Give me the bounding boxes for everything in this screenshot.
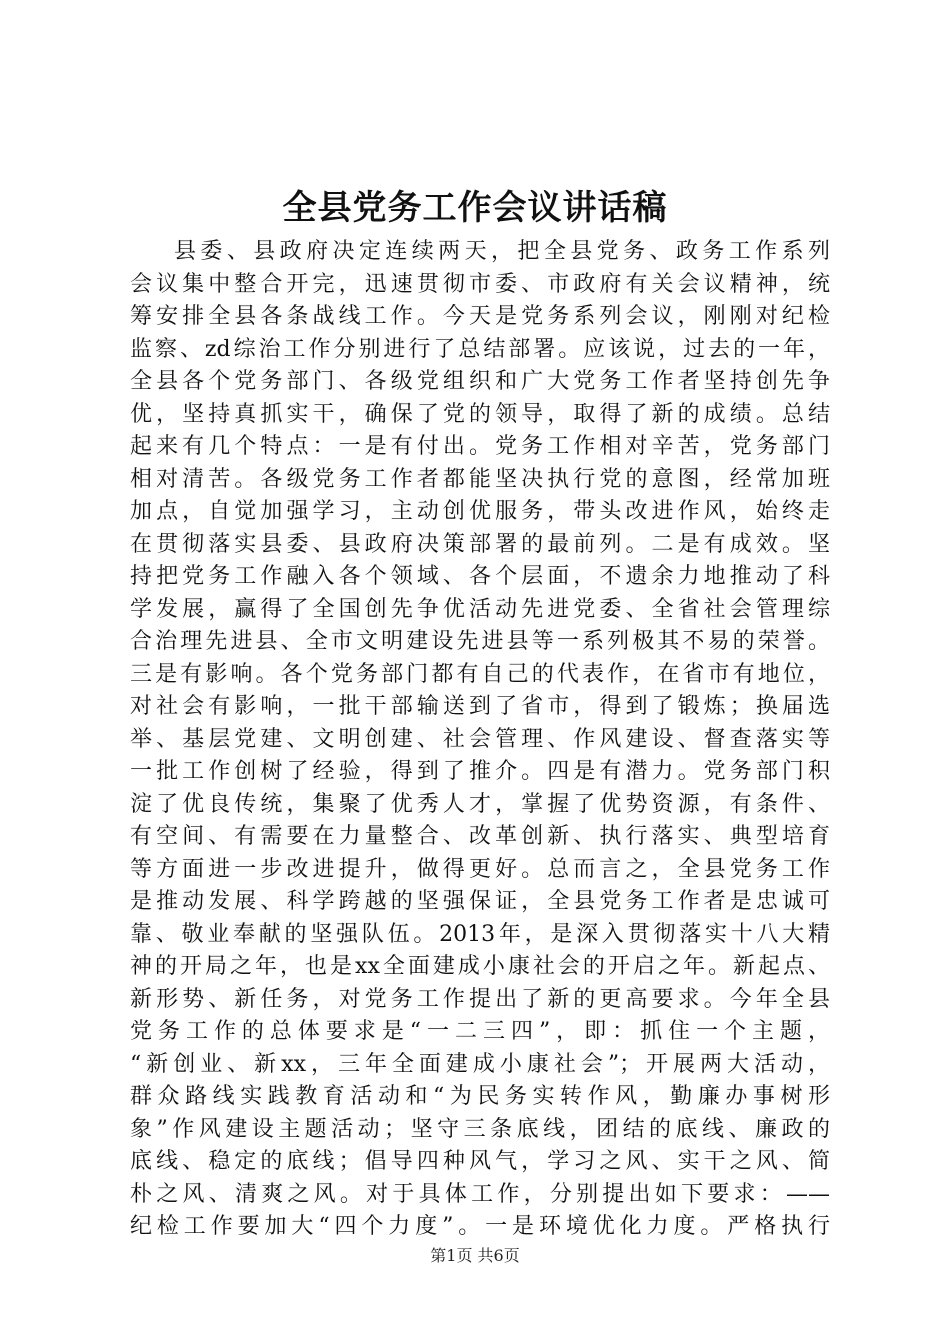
body-line: 筹安排全县各条战线工作。今天是党务系列会议，刚刚对纪检 bbox=[130, 304, 830, 329]
body-line: 靠、敬业奉献的坚强队伍。2013年，是深入贯彻落实十八大精 bbox=[130, 921, 830, 947]
page-number: 第1页 共6页 bbox=[430, 1246, 520, 1265]
body-line: 加点，自觉加强学习，主动创优服务，带头改进作风，始终走 bbox=[130, 499, 830, 524]
body-line: 新形势、新任务，对党务工作提出了新的更高要求。今年全县 bbox=[130, 986, 830, 1012]
body-line: 三是有影响。各个党务部门都有自己的代表作，在省市有地位， bbox=[130, 661, 830, 687]
document-body bbox=[130, 236, 830, 1244]
body-line: 淀了优良传统，集聚了优秀人才，掌握了优势资源，有条件、 bbox=[130, 791, 830, 817]
body-line: 群众路线实践教育活动和“为民务实转作风，勤廉办事树形 bbox=[130, 1084, 830, 1109]
body-line: 神的开局之年，也是xx全面建成小康社会的开启之年。新起点、 bbox=[130, 954, 830, 979]
body-line: 监察、zd综治工作分别进行了总结部署。应该说，过去的一年， bbox=[130, 336, 830, 362]
body-line: 在贯彻落实县委、县政府决策部署的最前列。二是有成效。坚 bbox=[130, 531, 830, 557]
body-line: 纪检工作要加大“四个力度”。一是环境优化力度。严格执行 bbox=[130, 1214, 830, 1239]
body-line: 党务工作的总体要求是“一二三四”，即：抓住一个主题， bbox=[130, 1019, 830, 1044]
body-line: 起来有几个特点：一是有付出。党务工作相对辛苦，党务部门 bbox=[130, 434, 830, 459]
document-title: 全县党务工作会议讲话稿 bbox=[282, 188, 668, 228]
body-line: 合治理先进县、全市文明建设先进县等一系列极其不易的荣誉。 bbox=[130, 629, 830, 654]
body-line: 对社会有影响，一批干部输送到了省市，得到了锻炼；换届选 bbox=[130, 694, 830, 719]
body-line: 相对清苦。各级党务工作者都能坚决执行党的意图，经常加班 bbox=[130, 466, 830, 492]
body-line: 学发展，赢得了全国创先争优活动先进党委、全省社会管理综 bbox=[130, 596, 830, 622]
body-line: 举、基层党建、文明创建、社会管理、作风建设、督查落实等 bbox=[130, 726, 830, 752]
body-line: 持把党务工作融入各个领域、各个层面，不遗余力地推动了科 bbox=[130, 564, 830, 589]
body-line: 全县各个党务部门、各级党组织和广大党务工作者坚持创先争 bbox=[130, 369, 830, 394]
body-line: 象”作风建设主题活动；坚守三条底线，团结的底线、廉政的 bbox=[130, 1116, 830, 1142]
body-line: 县委、县政府决定连续两天，把全县党务、政务工作系列 bbox=[174, 239, 830, 264]
body-line: 一批工作创树了经验，得到了推介。四是有潜力。党务部门积 bbox=[130, 759, 830, 784]
body-line: “新创业、新xx，三年全面建成小康社会”；开展两大活动， bbox=[130, 1051, 830, 1077]
body-line: 等方面进一步改进提升，做得更好。总而言之，全县党务工作 bbox=[130, 856, 830, 882]
body-line: 是推动发展、科学跨越的坚强保证，全县党务工作者是忠诚可 bbox=[130, 889, 830, 914]
body-line: 优，坚持真抓实干，确保了党的领导，取得了新的成绩。总结 bbox=[130, 401, 830, 427]
body-line: 有空间、有需要在力量整合、改革创新、执行落实、典型培育 bbox=[130, 824, 830, 849]
body-line: 底线、稳定的底线；倡导四种风气，学习之风、实干之风、简 bbox=[130, 1149, 830, 1174]
body-line: 朴之风、清爽之风。对于具体工作，分别提出如下要求：—— bbox=[130, 1181, 830, 1207]
body-line: 会议集中整合开完，迅速贯彻市委、市政府有关会议精神，统 bbox=[130, 271, 830, 297]
